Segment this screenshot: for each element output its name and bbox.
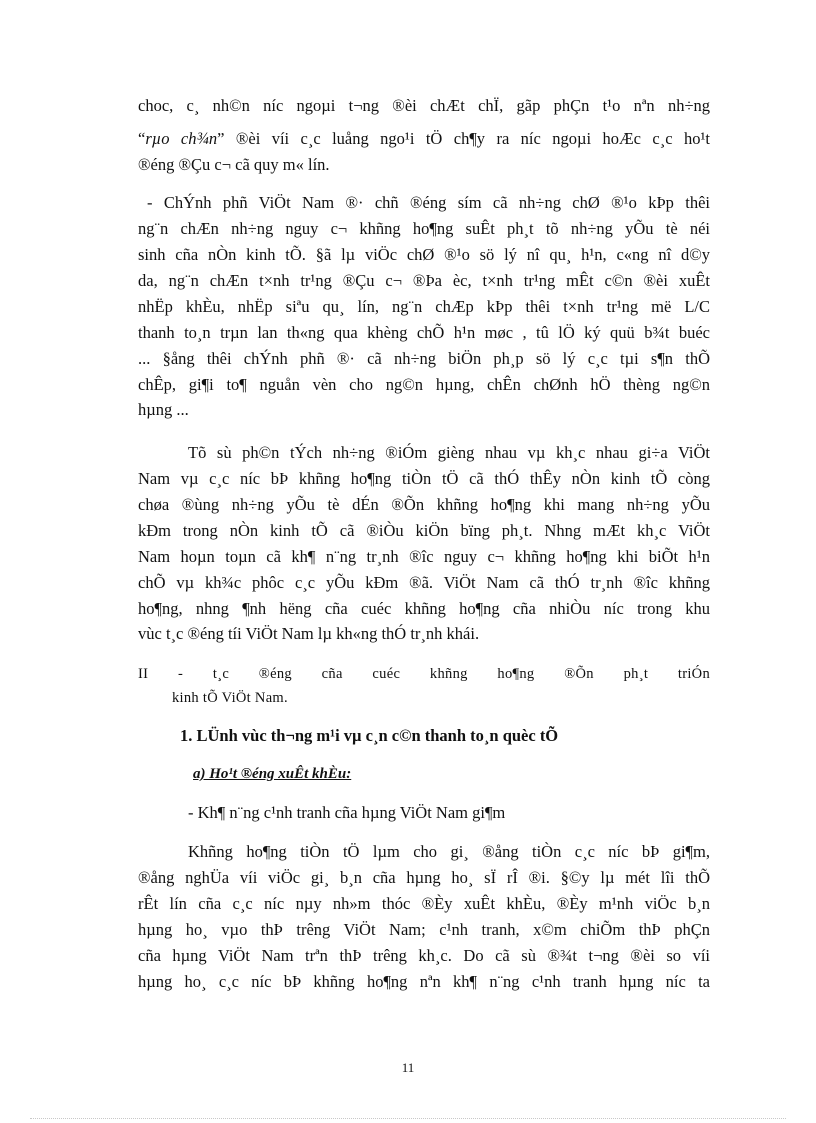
quoted-term: rµo ch¾n [145,129,218,148]
text-line: ho¶ng, nhng ¶nh hëng cña cuéc khñng ho¶ng cña nhiÒu níc trong khu [138,599,710,618]
text-line: choc, c¸ nh©n níc ngoµi t¬ng ®èi chÆt chÏ, gãp phÇn t¹o nªn nh÷ng [138,96,710,115]
text-line: ... §ång thêi chÝnh phñ ®· cã nh÷ng biÖn ph¸p sö lý c¸c tµi s¶n thÕ [138,349,710,368]
text-line: hµng ... [138,400,189,419]
subsection-heading: 1. LÜnh vùc th¬ng m¹i vµ c¸n c©n thanh to¸n quèc tÕ [180,726,559,745]
text-line: rÊt lín cña c¸c níc nµy nh»m thóc ®Èy xuÊt khÈu, ®Èy m¹nh viÖc b¸n [138,894,710,913]
text-line: Nam vµ c¸c níc bÞ khñng ho¶ng tiÒn tÖ cã thÓ thÊy nÒn kinh tÕ còng [138,469,710,488]
sub-subsection-heading: a) Ho¹t ®éng xuÊt khÈu: [193,766,352,782]
text-line: cña hµng ViÖt Nam trªn thÞ trêng kh¸c. Do cã sù ®¾t t¬ng ®èi so víi [138,946,710,965]
text-line: chÊp, gi¶i to¶ nguån vèn cho ng©n hµng, chÊn chØnh hÖ thèng ng©n [138,375,710,394]
text-line: da, ng¨n chÆn t×nh tr¹ng ®Çu c¬ ®Þa èc, t×nh tr¹ng mÊt c©n ®èi xuÊt [138,271,710,290]
page-number: 11 [401,1060,415,1075]
text-line: vùc t¸c ®éng tíi ViÖt Nam lµ kh«ng thÓ tr¸nh khái. [138,624,480,643]
page-bottom-divider [30,1118,786,1119]
bullet-item: - Kh¶ n¨ng c¹nh tranh cña hµng ViÖt Nam gi¶m [188,803,506,822]
text-line: hµng ho¸ vµo thÞ trêng ViÖt Nam; c¹nh tranh, x©m chiÕm thÞ phÇn [138,920,710,939]
text-line: ng¨n chÆn nh÷ng nguy c¬ khñng ho¶ng suÊt ph¸t tõ nh÷ng yÕu tè néi [138,219,710,238]
text-line: Khñng ho¶ng tiÒn tÖ lµm cho gi¸ ®ång tiÒn c¸c níc bÞ gi¶m, [188,842,710,861]
text-line: nhËp khÈu, nhËp siªu qu¸ lín, ng¨n chÆp kÞp thêi t×nh tr¹ng më L/C [138,297,710,316]
text-line: chÕ vµ kh¾c phôc c¸c yÕu kÐm ®ã. ViÖt Nam cã thÓ tr¸nh ®îc khñng [138,573,710,592]
text-line: hµng ho¸ c¸c níc bÞ khñng ho¶ng nªn kh¶ n¨ng c¹nh tranh hµng níc ta [138,972,710,991]
text-line: sinh cña nÒn kinh tÕ. §ã lµ viÖc chØ ®¹o sö lý nî qu¸ h¹n, c«ng nî d©y [138,245,710,264]
text-line: Tõ sù ph©n tÝch nh÷ng ®iÓm gièng nhau vµ kh¸c nhau gi÷a ViÖt [188,443,710,462]
section-heading-continuation: kinh tÕ ViÖt Nam. [172,690,288,706]
text-line: “rµo ch¾n” ®èi víi c¸c luång ngo¹i tÖ ch¶y ra níc ngoµi hoÆc c¸c ho¹t [138,129,710,148]
text-line: chøa ®ùng nh÷ng yÕu tè dÉn ®Õn khñng ho¶ng khi mang nh÷ng yÕu [138,495,710,514]
text-line: ®ång nghÜa víi viÖc gi¸ b¸n cña hµng ho¸ sÏ rÎ ®i. §©y lµ mét lîi thÕ [138,868,710,887]
text-line: - ChÝnh phñ ViÖt Nam ®· chñ ®éng sím cã nh÷ng chØ ®¹o kÞp thêi [147,193,710,212]
text-line: kÐm trong nÒn kinh tÕ cã ®iÒu kiÖn bïng ph¸t. Nhng mÆt kh¸c ViÖt [138,521,710,540]
text-line: Nam hoµn toµn cã kh¶ n¨ng tr¸nh ®îc nguy c¬ khñng ho¶ng khi biÕt h¹n [138,547,710,566]
text-line: ®éng ®Çu c¬ cã quy m« lín. [138,155,330,174]
text-line: thanh to¸n trµn lan th«ng qua khèng chÕ h¹n møc , tû lÖ ký quü b¾t buéc [138,323,710,342]
section-heading: II - t¸c ®éng cña cuéc khñng ho¶ng ®Õn ph¸t triÓn [138,666,710,682]
